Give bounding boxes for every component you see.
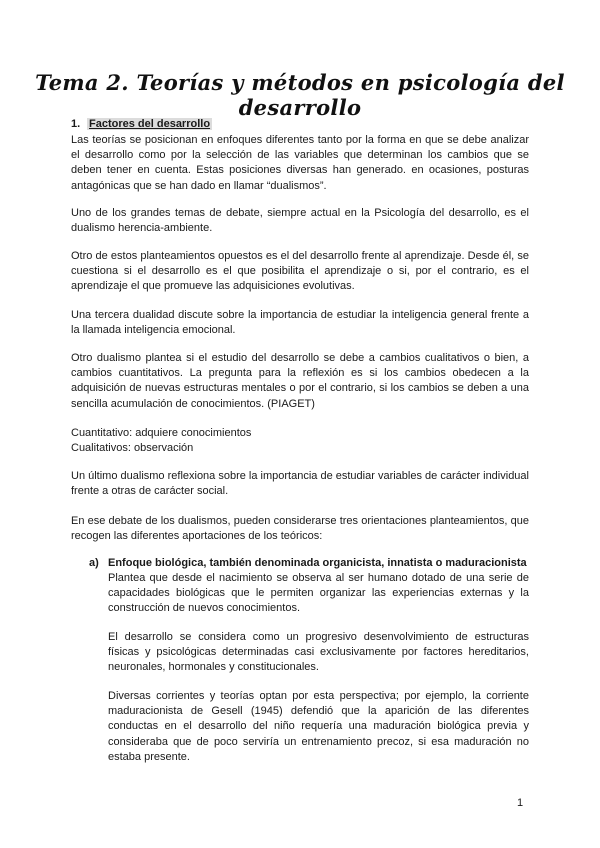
paragraph: En ese debate de los dualismos, pueden considerarse tres orientaciones planteamientos, que recogen las diferentes aportaciones de los teóricos:: [71, 515, 529, 543]
subsection-paragraph: Plantea que desde el nacimiento se observa al ser humano dotado de una serie de capacidades biológicas que le permiten organizar las experiencias externas y la construcción de nuevos conocimientos.: [108, 572, 529, 615]
paragraph: Un último dualismo reflexiona sobre la importancia de estudiar variables de carácter individual frente a otras de carácter social.: [71, 470, 529, 498]
paragraph: Cuantitativo: adquiere conocimientos: [71, 427, 252, 439]
section-heading-text: Factores del desarrollo: [89, 118, 211, 130]
paragraph: Otro de estos planteamientos opuestos es el del desarrollo frente al aprendizaje. Desde él, se cuestiona si el desarrollo es el que posibilita el aprendizaje o si, por el contrario, es el aprendizaje el que promueve las adquisiciones evolutivas.: [71, 250, 529, 293]
page-number: 1: [517, 797, 524, 809]
subsection-paragraph: El desarrollo se considera como un progresivo desenvolvimiento de estructuras físicas y psicológicas determinadas casi exclusivamente por factores hereditarios, neuronales, hormonales y constitucionales.: [108, 631, 529, 674]
paragraph: Las teorías se posicionan en enfoques diferentes tanto por la forma en que se debe analizar el desarrollo como por la selección de las variables que determinan los cambios que se deben tener en cuenta. Estas posiciones diversas han generado. en ocasiones, posturas antagónicas que se han dado en llamar “dualismos”.: [71, 134, 529, 192]
paragraph: Otro dualismo plantea si el estudio del desarrollo se debe a cambios cualitativos o bien, a cambios cuantitativos. La pregunta para la reflexión es si los cambios obedecen a la adquisición de nuevas estructuras mentales o por el contrario, si los cambios se deben a una sencilla acumulación de conocimientos. (PIAGET): [71, 352, 529, 410]
section-number: 1.: [71, 118, 81, 130]
paragraph: Uno de los grandes temas de debate, siempre actual en la Psicología del desarrollo, es el dualismo herencia-ambiente.: [71, 207, 529, 235]
subsection-heading-text: Enfoque biológica, también denominada organicista, innatista o maduracionista: [108, 557, 527, 569]
section-heading: [71, 118, 212, 130]
paragraph: Una tercera dualidad discute sobre la importancia de estudiar la inteligencia general frente a la llamada inteligencia emocional.: [71, 309, 529, 337]
paragraph: Cualitativos: observación: [71, 442, 194, 454]
subsection-heading: [89, 557, 527, 569]
page-title: Tema 2. Teorías y métodos en psicología del desarrollo: [35, 70, 565, 120]
subsection-letter: a): [89, 557, 99, 569]
subsection-paragraph: Diversas corrientes y teorías optan por esta perspectiva; por ejemplo, la corriente maduracionista de Gesell (1945) defendió que la aparición de las diferentes conductas en el desarrollo del niño requería una maduración biológica previa y consideraba que de poco serviría un entrenamiento precoz, si esa maduración no estaba presente.: [108, 690, 529, 763]
